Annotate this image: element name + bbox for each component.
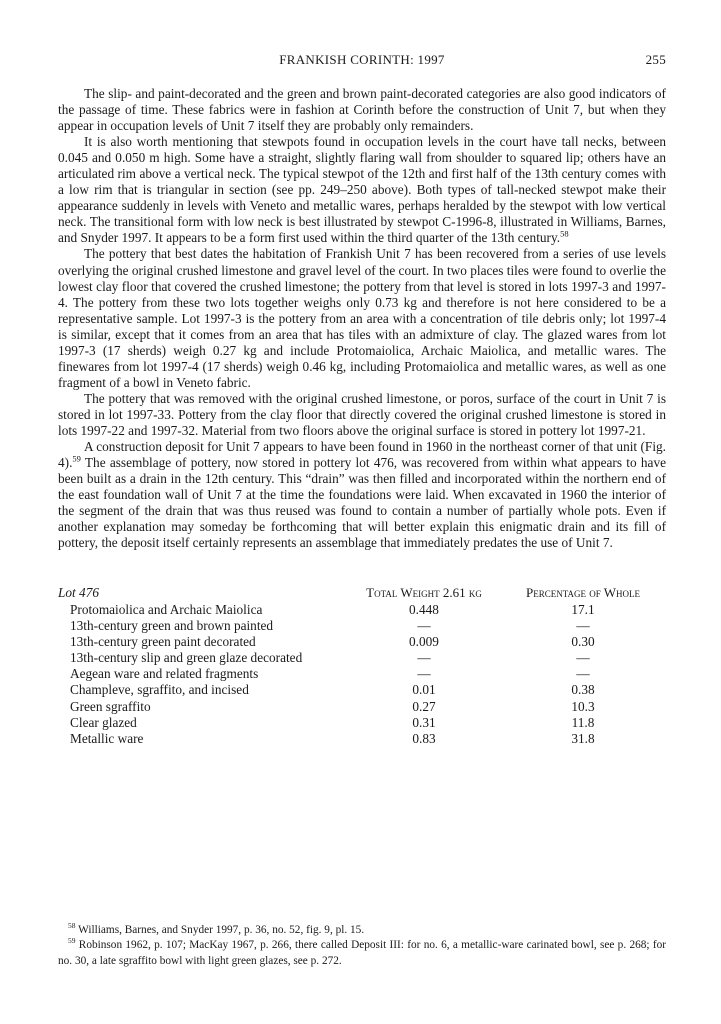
footnote-number: 59: [68, 936, 76, 946]
table-row: [58, 682, 666, 698]
lot-label: Lot 476: [58, 585, 100, 601]
footnote-text: Robinson 1962, p. 107; MacKay 1967, p. 266, there called Deposit III: for no. 6, a metallic-ware carinated bowl, see p. 268; for no. 30, a late sgraffito bowl with light green glazes, see p. 272.: [58, 939, 666, 967]
ware-label: Clear glazed: [70, 714, 137, 730]
ware-label: Protomaiolica and Archaic Maiolica: [70, 601, 263, 617]
running-head-title: FRANKISH CORINTH: 1997: [279, 52, 445, 67]
paragraph-2: [58, 134, 666, 246]
ware-percentage: —: [576, 650, 590, 666]
ware-percentage: 0.38: [571, 682, 595, 698]
table-row: [58, 650, 666, 666]
lot-476-table: [58, 585, 666, 747]
weight-column-header: Total Weight 2.61 kg: [366, 585, 482, 601]
page-number: 255: [645, 52, 666, 67]
ware-weight: 0.83: [412, 731, 436, 747]
table-row: [58, 699, 666, 715]
ware-label: Metallic ware: [70, 731, 144, 747]
table-row: [58, 666, 666, 682]
percentage-column-header: Percentage of Whole: [525, 585, 641, 601]
paragraph-2-text: It is also worth mentioning that stewpots found in occupation levels in the court have tall necks, between 0.045 and 0.050 m high. Some have a straight, slightly flaring wall from shoulder to squared lip; others have an articulated rim above a vertical neck. The typical stewpot of the 12th and first half of the 13th century comes with a low rim that is triangular in section (see pp. 249–250 above). Both types of tall-necked stewpot make their appearance suddenly in levels with Veneto and metallic wares, perhaps heralded by the stewpot with low vertical neck. The transitional form with low neck is best illustrated by stewpot C-1996-8, illustrated in Williams, Barnes, and Snyder 1997. It appears to be a form first used within the third quarter of the 13th century.: [58, 134, 666, 246]
footnote-59: [58, 938, 666, 969]
ware-percentage: 11.8: [571, 714, 595, 730]
footnote-58: [58, 923, 666, 938]
paragraph-1: The slip- and paint-decorated and the green and brown paint-decorated categories are also good indicators of the passage of time. These fabrics were in fashion at Corinth before the construction of Unit 7, but when they appear in occupation levels of Unit 7 itself they are probably only remainders.: [58, 86, 666, 134]
ware-label: 13th-century slip and green glaze decorated: [70, 650, 303, 666]
paragraph-5-text-b: The assemblage of pottery, now stored in pottery lot 476, was recovered from within what appears to have been built as a drain in the 12th century. This “drain” was then filled and incorporated within the northern end of the east foundation wall of Unit 7 at the time the foundations were laid. When excavated in 1960 the interior of the segment of the drain that was thus reused was found to contain a number of partially whole pots. Even if another explanation may someday be forthcoming that will better explain this enigmatic drain and its fill of pottery, the deposit itself certainly represents an assemblage that immediately predates the use of Unit 7.: [58, 455, 666, 551]
ware-label: 13th-century green paint decorated: [70, 633, 256, 649]
page: [58, 52, 666, 747]
ware-percentage: —: [576, 617, 590, 633]
footnote-ref-59[interactable]: 59: [72, 453, 81, 464]
ware-weight: —: [417, 617, 431, 633]
table-header-row: [58, 585, 666, 601]
ware-percentage: 10.3: [571, 698, 595, 714]
table-row: [58, 618, 666, 634]
footnote-number: 58: [68, 921, 76, 931]
table-row: [58, 715, 666, 731]
ware-weight: 0.448: [409, 601, 439, 617]
ware-percentage: 0.30: [571, 633, 595, 649]
table-row: [58, 634, 666, 650]
footnote-text: Williams, Barnes, and Snyder 1997, p. 36, no. 52, fig. 9, pl. 15.: [78, 924, 365, 936]
ware-weight: —: [417, 666, 431, 682]
ware-percentage: 31.8: [571, 731, 595, 747]
ware-percentage: 17.1: [571, 601, 595, 617]
running-head: [58, 52, 666, 72]
body-text: [58, 86, 666, 551]
table-row: [58, 731, 666, 747]
paragraph-3: The pottery that best dates the habitation of Frankish Unit 7 has been recovered from a series of use levels overlying the original crushed limestone and gravel level of the court. In two places tiles were found to overlie the lowest clay floor that covered the crushed limestone; the pottery from that level is stored in lots 1997-3 and 1997-4. The pottery from these two lots together weighs only 0.73 kg and therefore is not here considered to be a representative sample. Lot 1997-3 is the pottery from an area with a concentration of tile debris only; lot 1997-4 is similar, except that it comes from an area that has tiles with an admixture of clay. The glazed wares from lot 1997-3 (17 sherds) weigh 0.27 kg and include Protomaiolica, Archaic Maiolica, and metallic wares. The finewares from lot 1997-4 (17 sherds) weigh 0.46 kg, including Protomaiolica and metallic wares, as well as one fragment of a bowl in Veneto fabric.: [58, 246, 666, 390]
paragraph-5-text-a: A construction deposit for Unit 7 appears to have been found in 1960 in the northeast corner of that unit (Fig. 4).: [58, 439, 666, 471]
table-row: [58, 602, 666, 618]
ware-weight: 0.009: [409, 633, 439, 649]
ware-weight: 0.27: [412, 698, 436, 714]
ware-weight: 0.31: [412, 714, 436, 730]
paragraph-5: [58, 439, 666, 551]
ware-label: Aegean ware and related fragments: [70, 666, 259, 682]
footnote-ref-58[interactable]: 58: [560, 229, 569, 239]
ware-label: Green sgraffito: [70, 698, 151, 714]
paragraph-4: The pottery that was removed with the original crushed limestone, or poros, surface of the court in Unit 7 is stored in lot 1997-33. Pottery from the clay floor that directly covered the original crushed limestone is stored in lots 1997-22 and 1997-32. Material from two floors above the original surface is stored in pottery lot 1997-21.: [58, 390, 666, 438]
footnotes: [58, 923, 666, 969]
ware-weight: 0.01: [412, 682, 436, 698]
ware-label: Champleve, sgraffito, and incised: [70, 682, 249, 698]
ware-label: 13th-century green and brown painted: [70, 617, 274, 633]
ware-percentage: —: [576, 666, 590, 682]
ware-weight: —: [417, 650, 431, 666]
